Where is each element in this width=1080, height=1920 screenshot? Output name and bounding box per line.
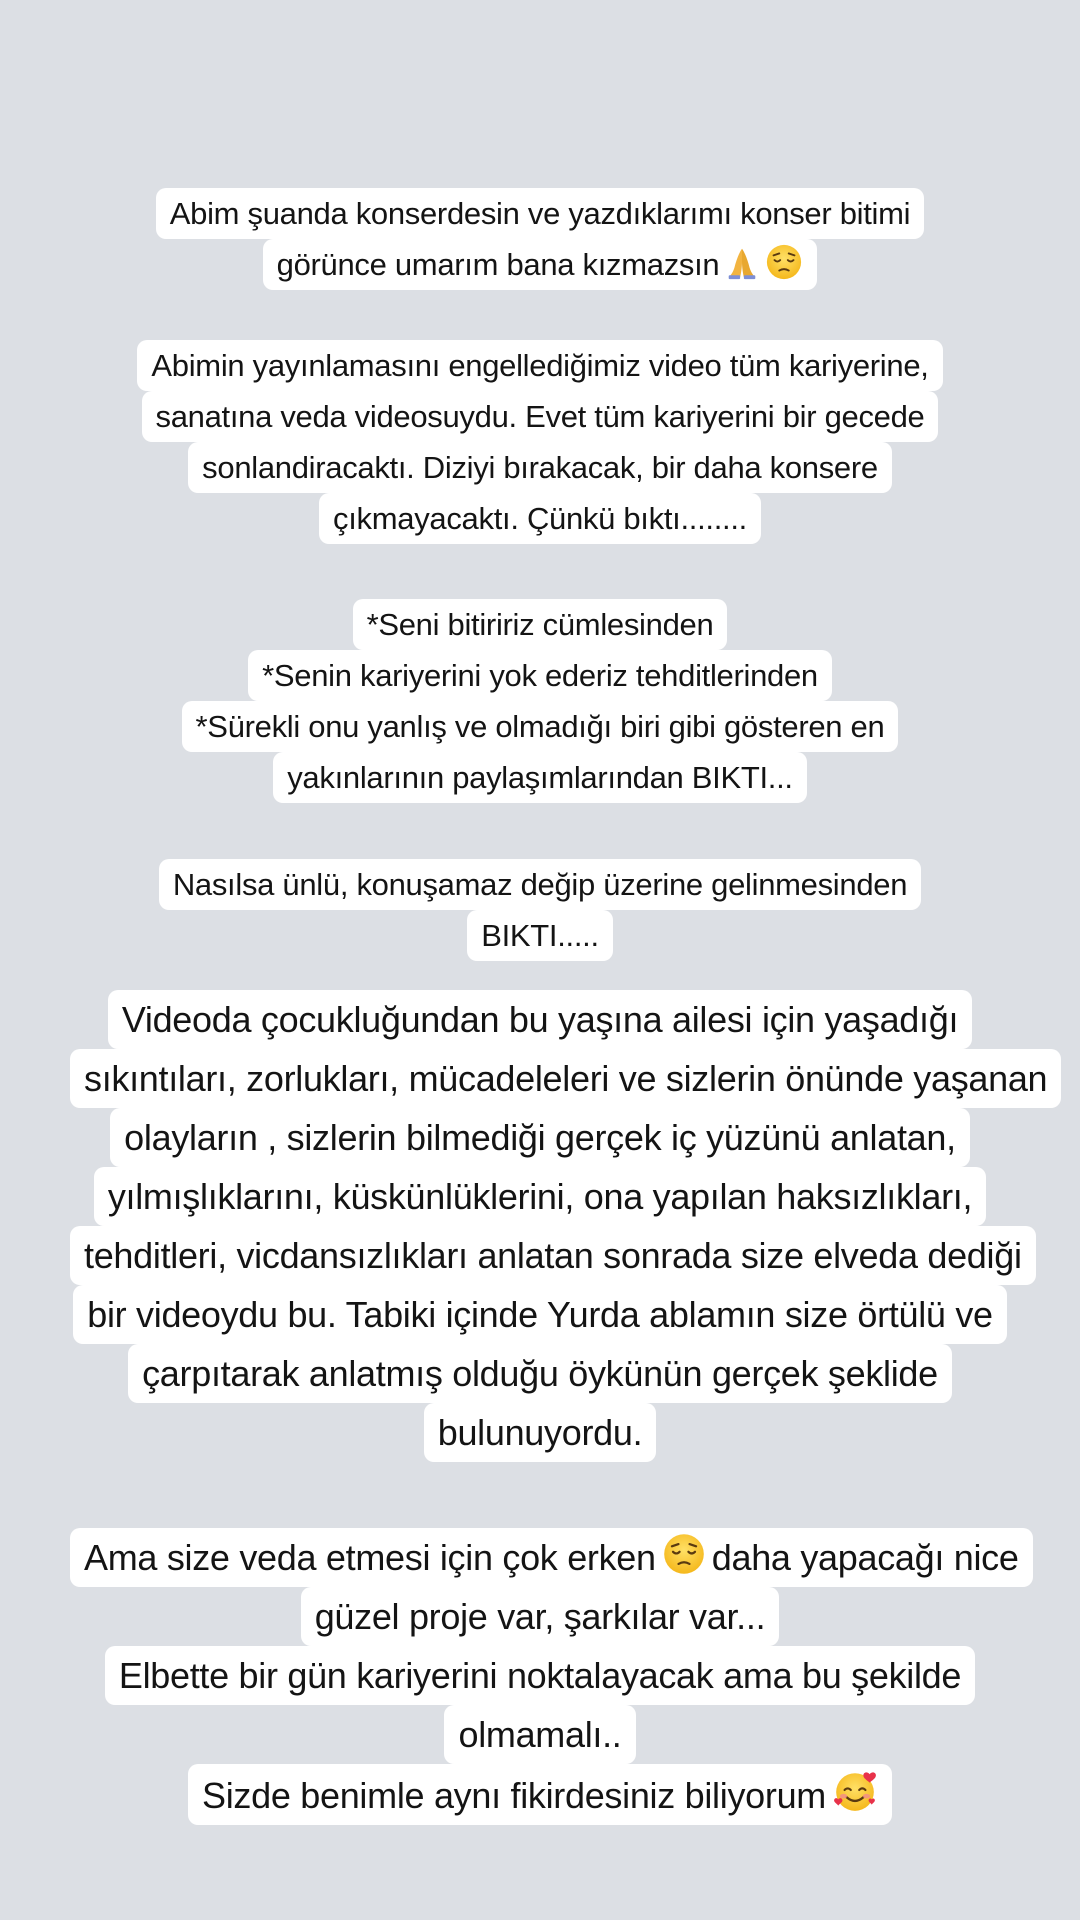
- text-line: yılmışlıklarını, küskünlüklerini, ona yapılan haksızlıkları,: [70, 1167, 1010, 1226]
- text-line: *Seni bitiririz cümlesinden: [70, 599, 1010, 650]
- text-line: güzel proje var, şarkılar var...: [70, 1587, 1010, 1646]
- text-line: Elbette bir gün kariyerini noktalayacak ama bu şekilde: [70, 1646, 1010, 1705]
- smiling-face-with-hearts-icon: [832, 1768, 878, 1814]
- pensive-face-icon: [662, 1532, 706, 1576]
- text-line: Ama size veda etmesi için çok erken daha yapacağı nice: [70, 1528, 1010, 1587]
- text-line: olmamalı..: [70, 1705, 1010, 1764]
- text-line: tehditleri, vicdansızlıkları anlatan sonrada size elveda dediği: [70, 1226, 1010, 1285]
- text-block-closing: [70, 1528, 1019, 1823]
- text-line: Abim şuanda konserdesin ve yazdıklarımı konser bitimi: [70, 188, 1010, 239]
- text-line: sıkıntıları, zorlukları, mücadeleleri ve sizlerin önünde yaşanan: [70, 1049, 1010, 1108]
- text-line: *Sürekli onu yanlış ve olmadığı biri gibi gösteren en: [70, 701, 1010, 752]
- text-line: çarpıtarak anlatmış olduğu öykünün gerçek şeklide: [70, 1344, 1010, 1403]
- text-block-veda-video: [70, 340, 1010, 544]
- text-line: çıkmayacaktı. Çünkü bıktı........: [70, 493, 1010, 544]
- text-block-intro: [70, 188, 1010, 290]
- text-line: Nasılsa ünlü, konuşamaz değip üzerine gelinmesinden: [70, 859, 1010, 910]
- text-line: Abimin yayınlamasını engellediğimiz video tüm kariyerine,: [70, 340, 1010, 391]
- text-line: sonlandiracaktı. Diziyi bırakacak, bir daha konsere: [70, 442, 1010, 493]
- text-block-video-content: [70, 990, 1048, 1462]
- text-line: görünce umarım bana kızmazsın: [70, 239, 1010, 290]
- text-line: bir videoydu bu. Tabiki içinde Yurda ablamın size örtülü ve: [70, 1285, 1010, 1344]
- text-line: BIKTI.....: [70, 910, 1010, 961]
- text-line: sanatına veda videosuydu. Evet tüm kariyerini bir gecede: [70, 391, 1010, 442]
- text-block-reasons: [70, 599, 1010, 803]
- text-block-fame: [70, 859, 1010, 961]
- text-line: bulunuyordu.: [70, 1403, 1010, 1462]
- text-line: *Senin kariyerini yok ederiz tehditlerinden: [70, 650, 1010, 701]
- text-line: Sizde benimle aynı fikirdesiniz biliyorum: [70, 1764, 1010, 1823]
- pensive-face-icon: [765, 243, 803, 281]
- folded-hands-icon: [723, 243, 761, 281]
- text-line: Videoda çocukluğundan bu yaşına ailesi için yaşadığı: [70, 990, 1010, 1049]
- text-line: olayların , sizlerin bilmediği gerçek iç yüzünü anlatan,: [70, 1108, 1010, 1167]
- text-line: yakınlarının paylaşımlarından BIKTI...: [70, 752, 1010, 803]
